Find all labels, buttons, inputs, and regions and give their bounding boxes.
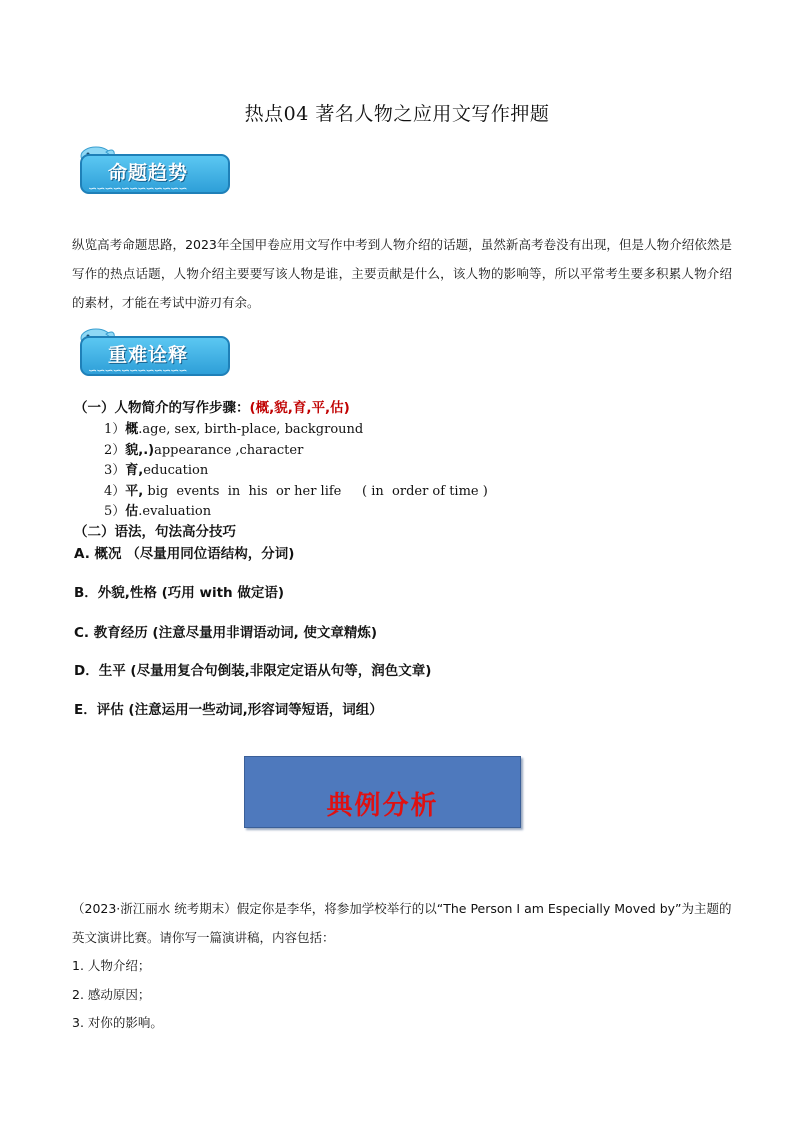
section1-heading <box>74 396 350 416</box>
section2-heading: （二）语法，句法高分技巧 <box>74 524 236 540</box>
step-number: 5） <box>104 504 126 519</box>
step-number: 3） <box>104 463 126 478</box>
explain-banner <box>76 330 232 378</box>
explain-banner-label: 重难诠释 <box>108 344 189 366</box>
step-keyword: 估 <box>125 504 139 519</box>
step-text: .evaluation <box>138 504 212 519</box>
step-text: education <box>143 463 209 478</box>
step-text: big events in his or her life ( in order of time ) <box>143 484 488 499</box>
example-analysis-label: 典例分析 <box>326 791 439 821</box>
step-number: 4） <box>104 484 126 499</box>
page-title: 热点04 著名人物之应用文写作押题 <box>244 103 550 125</box>
requirement-item: 3. 对你的影响。 <box>72 1015 163 1030</box>
section1-heading-keywords: (概,貌,育,平,估) <box>249 400 350 416</box>
step-item <box>104 418 363 437</box>
step-text: appearance ,character <box>154 443 304 458</box>
tip-item: D．生平 (尽量用复合句倒装,非限定定语从句等，润色文章) <box>74 663 432 679</box>
step-item <box>104 500 211 519</box>
step-text: .age, sex, birth-place, background <box>138 422 364 437</box>
tip-item: C. 教育经历 (注意尽量用非谓语动词, 使文章精炼) <box>74 625 378 641</box>
task-prompt: （2023·浙江丽水 统考期末）假定你是李华，将参加学校举行的以“The Person I am Especially Moved by”为主题的英文演讲比赛。请你写一篇演讲稿，内容包括： <box>72 901 732 945</box>
example-analysis-box <box>244 756 521 828</box>
step-item <box>104 439 303 458</box>
section1-heading-text: （一）人物简介的写作步骤： <box>74 400 250 416</box>
step-keyword: 平, <box>125 484 144 499</box>
tip-item: A. 概况 （尽量用同位语结构，分词) <box>74 546 295 562</box>
trend-paragraph: 纵览高考命题思路，2023年全国甲卷应用文写作中考到人物介绍的话题，虽然新高考卷没有出现，但是人物介绍依然是写作的热点话题，人物介绍主要要写该人物是谁，主要贡献是什么，该人物的影响等，所以平常考生要多积累人物介绍的素材，才能在考试中游刃有余。 <box>72 237 732 310</box>
step-item <box>104 459 208 478</box>
trend-banner <box>76 148 232 196</box>
requirement-item: 1. 人物介绍； <box>72 958 151 973</box>
step-keyword: 貌,.) <box>125 443 155 458</box>
trend-banner-label: 命题趋势 <box>108 162 189 184</box>
wave-decoration: ∽∽∽∽∽∽∽∽∽∽∽∽ <box>88 364 187 377</box>
step-number: 2） <box>104 443 126 458</box>
step-number: 1） <box>104 422 126 437</box>
step-item <box>104 480 488 499</box>
step-keyword: 育, <box>125 463 144 478</box>
step-keyword: 概 <box>125 422 139 437</box>
tip-item: B．外貌,性格 (巧用 with 做定语) <box>74 585 285 601</box>
tip-item: E．评估 (注意运用一些动词,形容词等短语，词组） <box>74 702 383 718</box>
wave-decoration: ∽∽∽∽∽∽∽∽∽∽∽∽ <box>88 182 187 195</box>
requirement-item: 2. 感动原因； <box>72 987 151 1002</box>
